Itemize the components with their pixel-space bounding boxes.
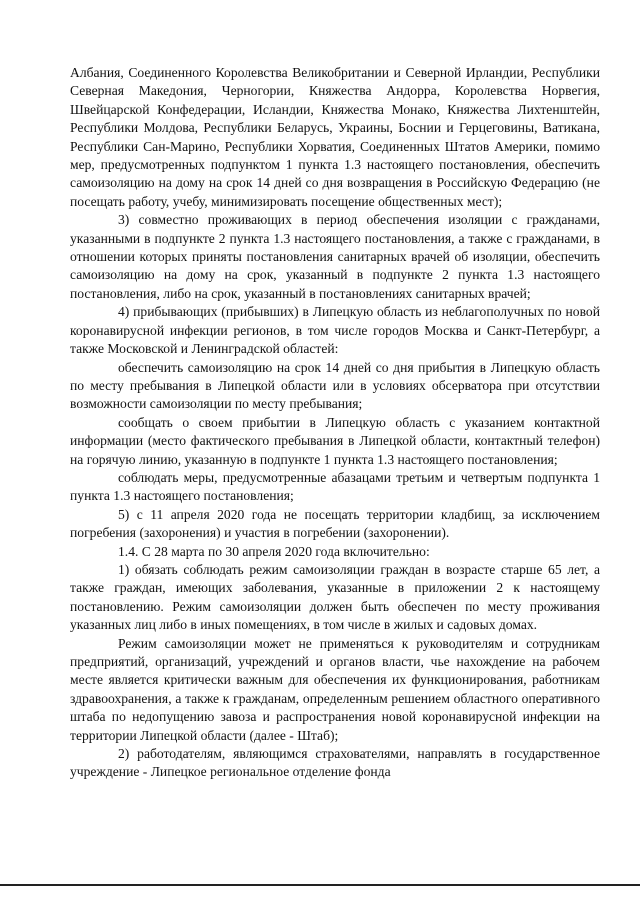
- paragraph-6: соблюдать меры, предусмотренные абазацами третьим и четвертым подпункта 1 пункта 1.3 настоящего постановления;: [70, 469, 600, 504]
- document-page: [70, 64, 600, 782]
- paragraph-3: 4) прибывающих (прибывших) в Липецкую область из неблагополучных по новой коронавирусной инфекции регионов, в том числе городов Москва и Санкт-Петербург, а также Московской и Ленинградской областей:: [70, 304, 600, 357]
- paragraph-7: 5) с 11 апреля 2020 года не посещать территории кладбищ, за исключением погребения (захоронения) и участия в погребении (захоронении).: [70, 506, 600, 541]
- paragraph-8: 1.4. С 28 марта по 30 апреля 2020 года включительно:: [118, 543, 430, 559]
- paragraph-9: 1) обязать соблюдать режим самоизоляции граждан в возрасте старше 65 лет, а также граждан, имеющих заболевания, указанные в приложении 2 к настоящему постановлению. Режим самоизоляции должен быть обеспечен по месту проживания указанных лиц либо в иных помещениях, в том числе в жилых и садовых домах.: [70, 561, 600, 633]
- paragraph-1: Албания, Соединенного Королевства Великобритании и Северной Ирландии, Республики Северная Македония, Черногории, Княжества Андорра, Королевства Норвегия, Швейцарской Конфедерации, Исландии, Княжества Монако, Княжества Лихтенштейн, Республики Молдова, Республики Беларусь, Украины, Боснии и Герцеговины, Ватикана, Республики Сан-Марино, Республики Хорватия, Соединенных Штатов Америки, помимо мер, предусмотренных подпунктом 1 пункта 1.3 настоящего постановления, обеспечить самоизоляцию на дому на срок 14 дней со дня возвращения в Российскую Федерацию (не посещать работу, учебу, минимизировать посещение общественных мест);: [70, 65, 600, 209]
- paragraph-11: 2) работодателям, являющимся страхователями, направлять в государственное учреждение - Липецкое региональное отделение фонда: [70, 746, 600, 780]
- paragraph-2: 3) совместно проживающих в период обеспечения изоляции с гражданами, указанными в подпункте 2 пункта 1.3 настоящего постановления, а также с гражданами, в отношении которых приняты постановления санитарных врачей об изоляции, обеспечить самоизоляцию на дому на срок, указанный в подпункте 2 пункта 1.3 настоящего постановления, либо на срок, указанный в постановлениях санитарных врачей;: [70, 212, 600, 301]
- paragraph-4: обеспечить самоизоляцию на срок 14 дней со дня прибытия в Липецкую область по месту пребывания в Липецкой области или в условиях обсерватора при отсутствии возможности самоизоляции по месту пребывания;: [70, 359, 600, 412]
- page-bottom-rule: [0, 884, 640, 886]
- paragraph-10: Режим самоизоляции может не применяться к руководителям и сотрудникам предприятий, организаций, учреждений и органов власти, чье нахождение на рабочем месте является критически важным для обеспечения их функционирования, работникам здравоохранения, а также к гражданам, определенным решением областного оперативного штаба по недопущению завоза и распространения новой коронавирусной инфекции на территории Липецкой области (далее - Штаб);: [70, 635, 600, 743]
- paragraph-5: сообщать о своем прибытии в Липецкую область с указанием контактной информации (место фактического пребывания в Липецкой области, контактный телефон) на горячую линию, указанную в подпункте 1 пункта 1.3 настоящего постановления;: [70, 414, 600, 467]
